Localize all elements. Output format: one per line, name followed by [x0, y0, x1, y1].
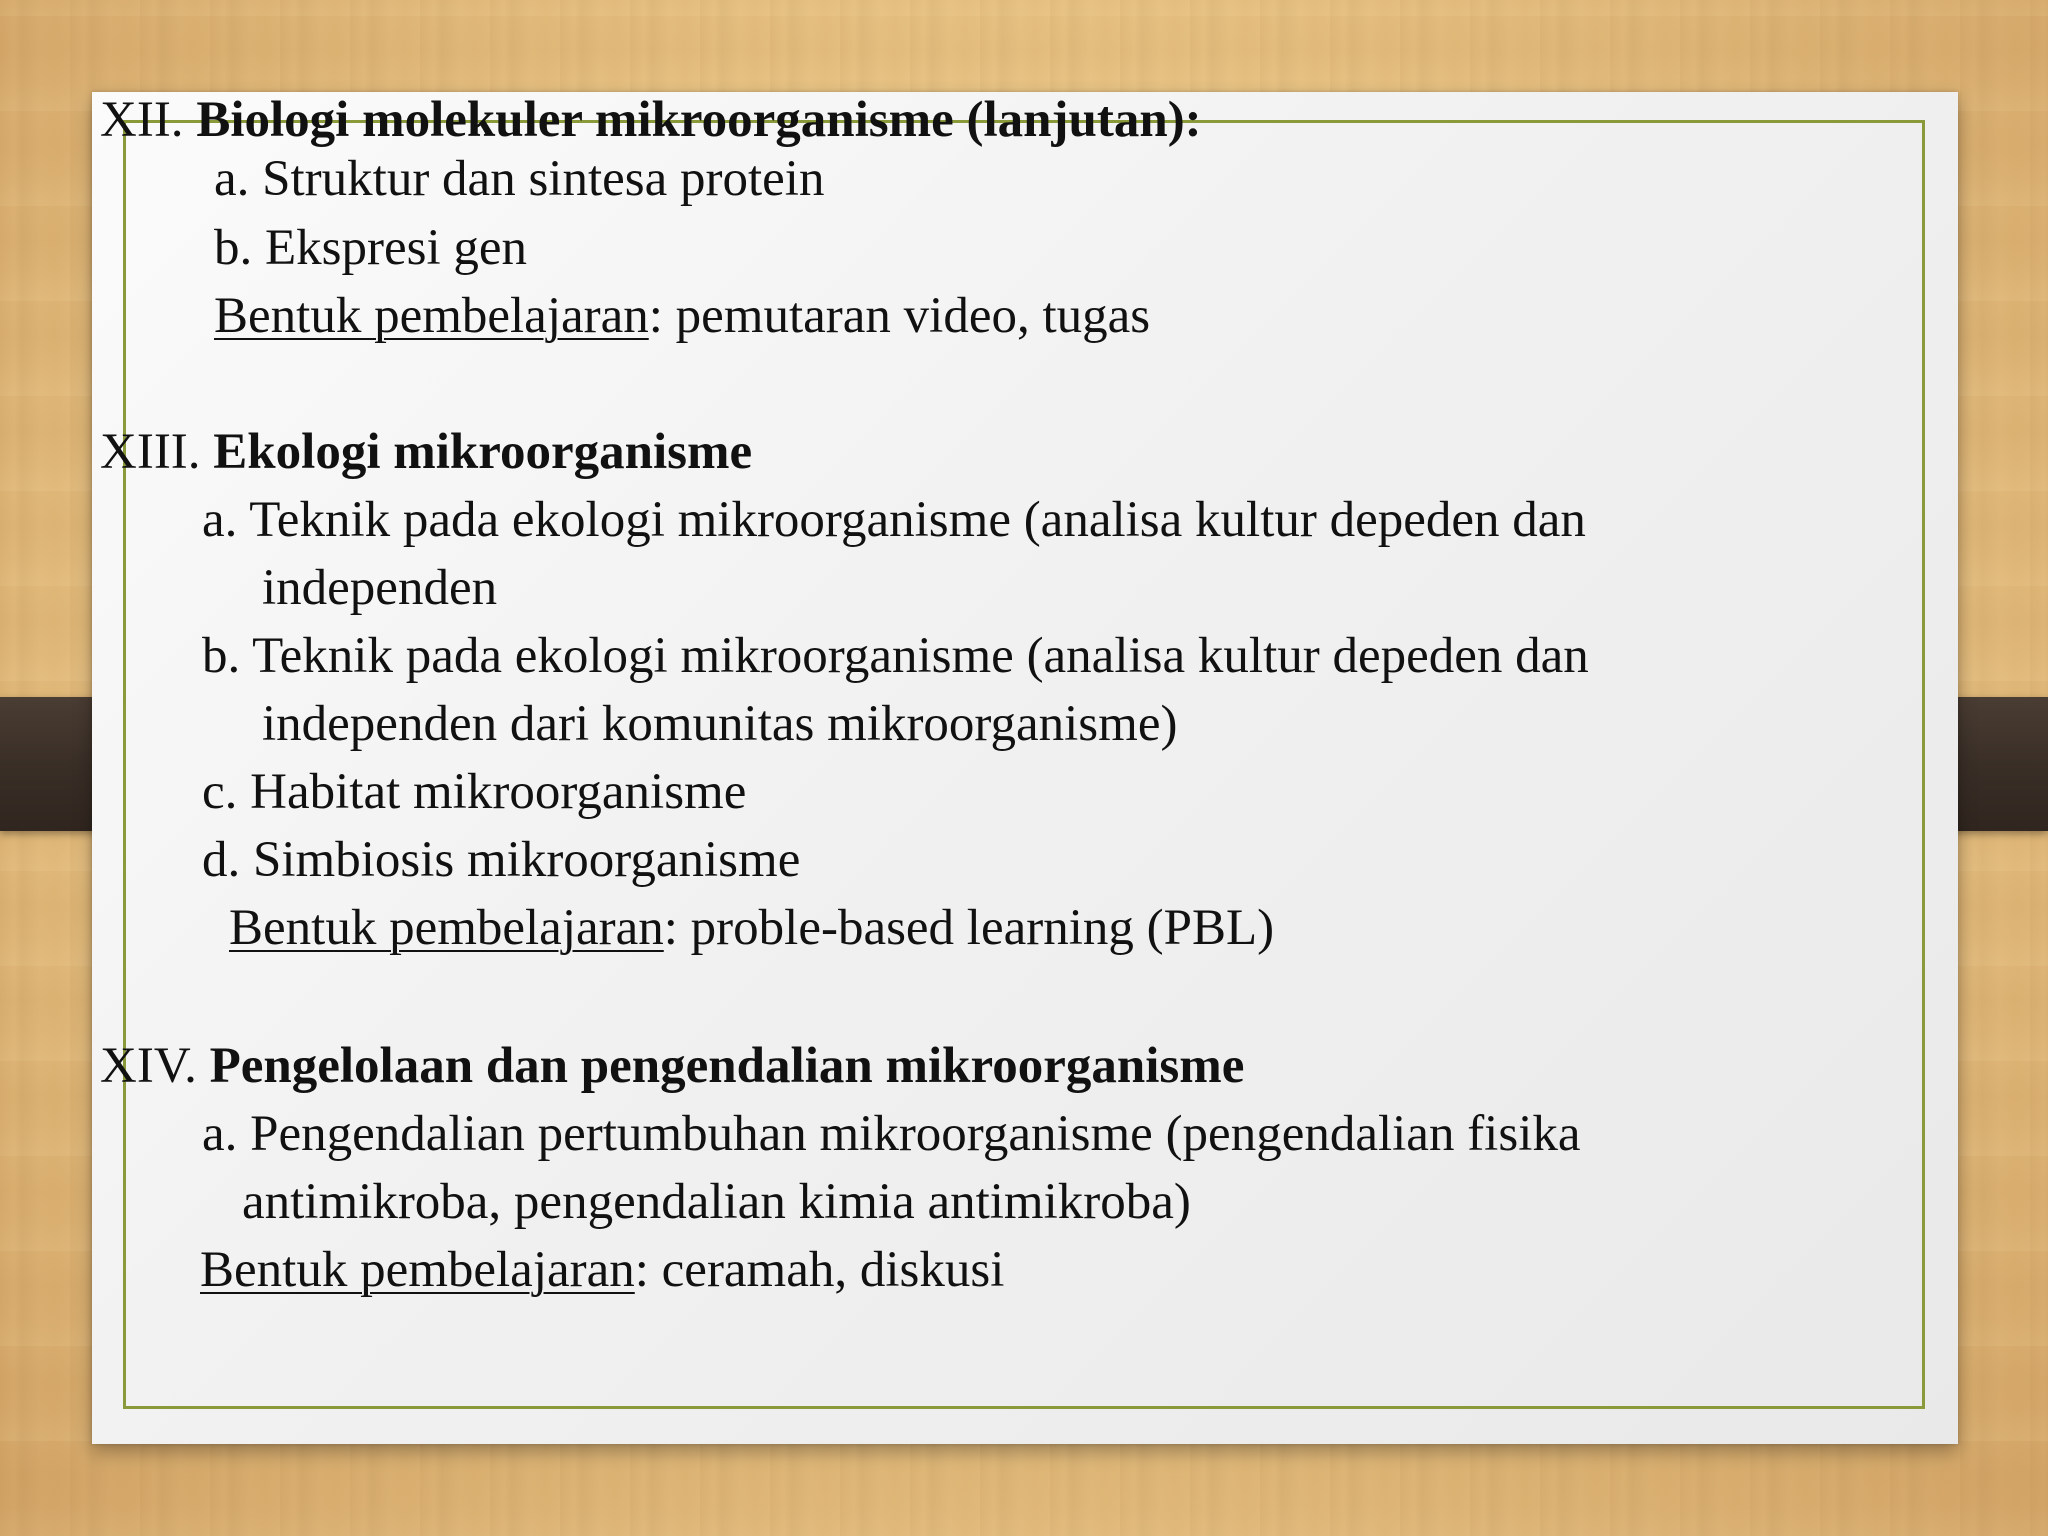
- section-xiv-method-value: : ceramah, diskusi: [634, 1242, 1005, 1298]
- section-xiii-heading: [100, 418, 752, 486]
- section-xiii-method-label: Bentuk pembelajaran: [229, 900, 664, 956]
- section-xiii-item: independen dari komunitas mikroorganisme): [262, 696, 1178, 752]
- section-xii-method-value: : pemutaran video, tugas: [648, 288, 1151, 344]
- section-xiii-numeral: XIII.: [100, 424, 201, 480]
- section-xii-method: [214, 282, 1150, 350]
- section-xiv-item: a. Pengendalian pertumbuhan mikroorganisme (pengendalian fisika: [202, 1106, 1581, 1162]
- section-xiv-method-label: Bentuk pembelajaran: [200, 1242, 635, 1298]
- section-xiii-item: b. Teknik pada ekologi mikroorganisme (analisa kultur depeden dan: [202, 628, 1589, 684]
- section-xiv-method: [200, 1236, 1004, 1304]
- section-xiv-numeral: XIV.: [100, 1038, 197, 1094]
- section-xiii-item: d. Simbiosis mikroorganisme: [202, 832, 801, 888]
- section-xiii-item: independen: [262, 560, 498, 616]
- section-xii-method-label: Bentuk pembelajaran: [214, 288, 649, 344]
- section-xiii-method-value: : proble-based learning (PBL): [663, 900, 1275, 956]
- section-xiv-title: Pengelolaan dan pengendalian mikroorganisme: [209, 1038, 1245, 1094]
- section-xiii-method: [229, 894, 1274, 962]
- section-xiii-title: Ekologi mikroorganisme: [213, 424, 753, 480]
- section-xii-item: b. Ekspresi gen: [214, 220, 528, 276]
- section-xiii-item: c. Habitat mikroorganisme: [202, 764, 747, 820]
- section-xiii-item: a. Teknik pada ekologi mikroorganisme (analisa kultur depeden dan: [202, 492, 1586, 548]
- section-xii-numeral: XII.: [100, 92, 184, 148]
- section-xiv-heading: [100, 1032, 1244, 1100]
- section-xii-heading: [100, 86, 1202, 154]
- section-xii-item: a. Struktur dan sintesa protein: [214, 151, 825, 207]
- section-xiv-item: antimikroba, pengendalian kimia antimikroba): [242, 1174, 1191, 1230]
- section-xii-title: Biologi molekuler mikroorganisme (lanjutan):: [196, 92, 1202, 148]
